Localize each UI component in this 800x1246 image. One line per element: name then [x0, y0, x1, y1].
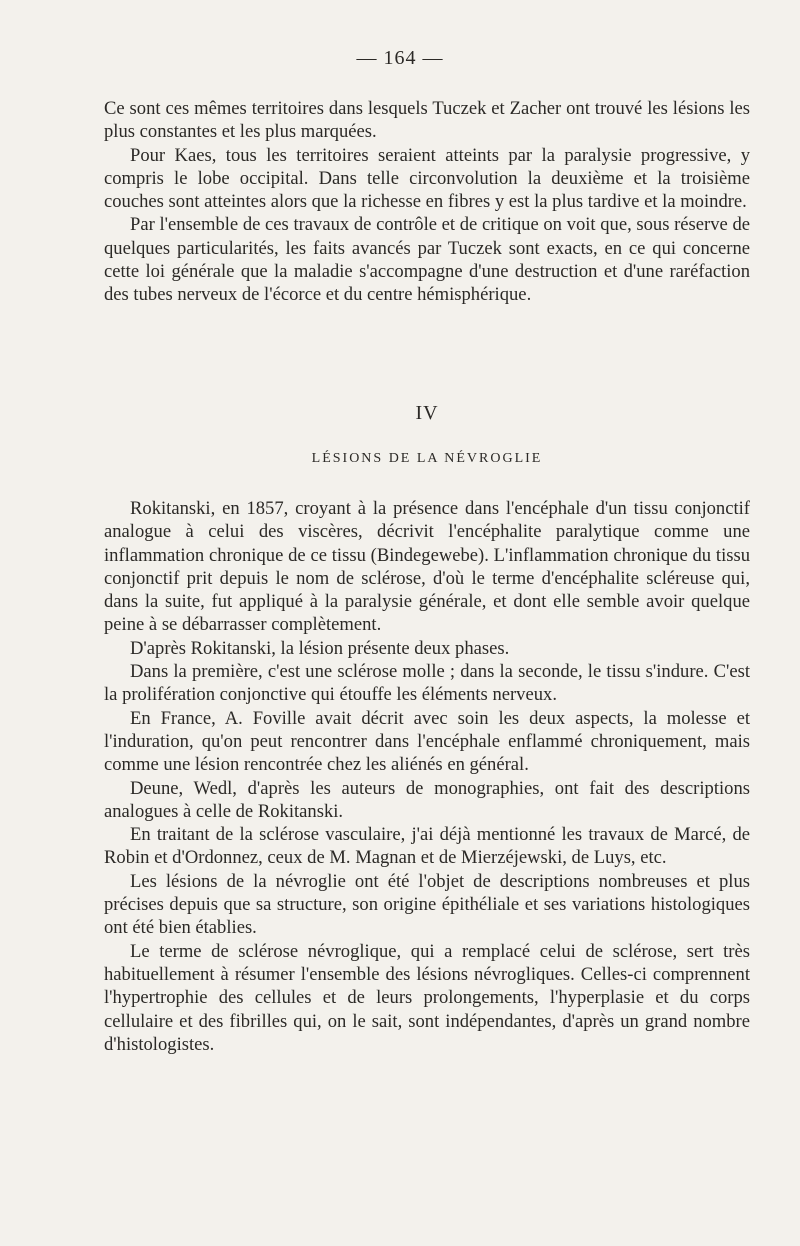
paragraph: Ce sont ces mêmes territoires dans lesquels Tuczek et Zacher ont trouvé les lésions les plus constantes et les plus marquées.: [104, 98, 750, 143]
paragraph: En France, A. Foville avait décrit avec soin les deux aspects, la molesse et l'induration, qu'on peut rencontrer dans l'encéphale enflammé chroniquement, mais comme une lésion rencontrée chez les aliénés en général.: [104, 707, 750, 776]
paragraph: Deune, Wedl, d'après les auteurs de monographies, ont fait des descriptions analogues à celle de Rokitanski.: [104, 777, 750, 822]
paragraph: Le terme de sclérose névroglique, qui a remplacé celui de sclérose, sert très habituellement à résumer l'ensemble des lésions névrogliques. Celles-ci comprennent l'hypertrophie des cellules et de leurs prolongements, l'hyperplasie et du corps cellulaire et des fibrilles qui, on le sait, sont indépendantes, d'après un grand nombre d'histologistes.: [104, 940, 750, 1055]
paragraph: En traitant de la sclérose vasculaire, j'ai déjà mentionné les travaux de Marcé, de Robin et d'Ordonnez, ceux de M. Magnan et de Mierzéjewski, de Luys, etc.: [104, 824, 750, 869]
paragraph: Par l'ensemble de ces travaux de contrôle et de critique on voit que, sous réserve de quelques particularités, les faits avancés par Tuczek sont exacts, en ce qui concerne cette loi générale que la maladie s'accompagne d'une destruction et d'une raréfaction des tubes nerveux de l'écorce et du centre hémisphérique.: [104, 214, 750, 306]
text-block-after-section: [104, 497, 750, 1056]
paragraph: D'après Rokitanski, la lésion présente deux phases.: [130, 637, 510, 659]
paragraph: Dans la première, c'est une sclérose molle ; dans la seconde, le tissu s'indure. C'est la prolifération conjonctive qui étouffe les éléments nerveux.: [104, 661, 750, 706]
page-number: — 164 —: [356, 47, 444, 69]
paragraph: Pour Kaes, tous les territoires seraient atteints par la paralysie progressive, y compris le lobe occipital. Dans telle circonvolution la deuxième et la troisième couches sont atteintes alors que la richesse en fibres y est la plus tardive et la moindre.: [104, 144, 750, 213]
section-title: LÉSIONS DE LA NÉVROGLIE: [311, 451, 543, 466]
section-number: IV: [415, 402, 439, 424]
paragraph: Les lésions de la névroglie ont été l'objet de descriptions nombreuses et plus précises depuis que sa structure, son origine épithéliale et ses variations histologiques ont été bien établies.: [104, 870, 750, 939]
paragraph: Rokitanski, en 1857, croyant à la présence dans l'encéphale d'un tissu conjonctif analogue à celui des viscères, décrivit l'encéphalite paralytique comme une inflammation chronique de ce tissu (Bindegewebe). L'inflammation chronique du tissu conjonctif prit depuis le nom de sclérose, d'où le terme d'encéphalite scléreuse qui, dans la suite, fut appliqué à la paralysie générale, et dont elle semble avoir quelque peine à se débarrasser complètement.: [104, 498, 750, 636]
text-block-before-section: [104, 97, 750, 307]
